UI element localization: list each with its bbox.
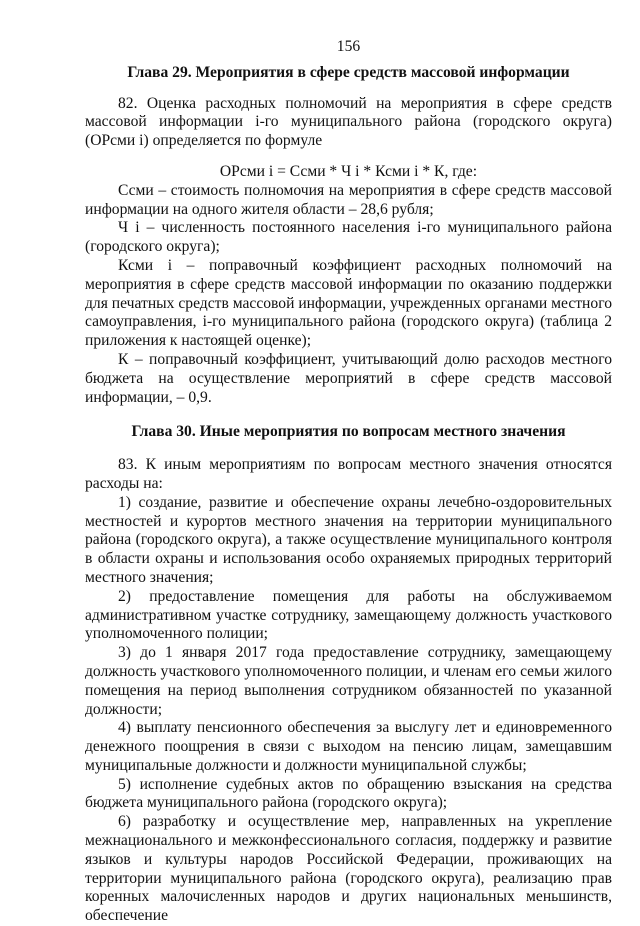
list-item: 2) предоставление помещения для работы на обслуживаемом административном участке сотруднику, замещающему должность участкового уполномоченного полиции;: [85, 587, 612, 643]
definition-ssmi: Ссми – стоимость полномочия на мероприятия в сфере средств массовой информации на одного жителя области – 28,6 рубля;: [85, 181, 612, 218]
definition-k: К – поправочный коэффициент, учитывающий долю расходов местного бюджета на осуществление мероприятий в сфере средств массовой информации, – 0,9.: [85, 350, 612, 406]
chapter-30-title: Глава 30. Иные мероприятия по вопросам местного значения: [131, 423, 566, 441]
paragraph-82: 82. Оценка расходных полномочий на мероприятия в сфере средств массовой информации i-го муниципального района (городского округа) (ОРсми i) определяется по формуле: [85, 94, 612, 150]
list-item: 1) создание, развитие и обеспечение охраны лечебно-оздоровительных местностей и курортов местного значения на территории муниципального района (городского округа), а также осуществление муниципального контроля в области охраны и использования особо охраняемых природных территорий местного значения;: [85, 493, 612, 586]
paragraph-83: 83. К иным мероприятиям по вопросам местного значения относятся расходы на:: [85, 456, 612, 492]
definition-chi: Ч i – численность постоянного населения i-го муниципального района (городского округа);: [85, 219, 612, 256]
definition-ksmi: Ксми i – поправочный коэффициент расходных полномочий на мероприятия в сфере средств массовой информации по оказанию поддержки для печатных средств массовой информации, учрежденных органами местного самоуправления, i-го муниципального района (городского округа) (таблица 2 приложения к настоящей оценке);: [85, 256, 613, 350]
list-item: 6) разработку и осуществление мер, направленных на укрепление межнационального и межконфессионального согласия, поддержку и развитие языков и культуры народов Российской Федерации, проживающих на территории муниципального района (городского округа), реализацию прав коренных малочисленных народов и других национальных меньшинств, обеспечение: [85, 813, 612, 925]
formula: ОРсми i = Ссми * Ч i * Ксми i * К, где:: [219, 162, 478, 180]
chapter-29-title: Глава 29. Мероприятия в сфере средств массовой информации: [127, 63, 570, 81]
list-item: 5) исполнение судебных актов по обращению взыскания на средства бюджета муниципального района (городского округа);: [85, 775, 612, 812]
list-item: 4) выплату пенсионного обеспечения за выслугу лет и единовременного денежного поощрения в связи с выходом на пенсию лицам, замещавшим муниципальные должности и должности муниципальной службы;: [85, 719, 612, 774]
page-number: 156: [336, 38, 361, 55]
list-item: 3) до 1 января 2017 года предоставление сотруднику, замещающему должность участкового уполномоченного полиции, и членам его семьи жилого помещения на период выполнения сотрудником обязанностей по указанной должности;: [85, 644, 612, 718]
